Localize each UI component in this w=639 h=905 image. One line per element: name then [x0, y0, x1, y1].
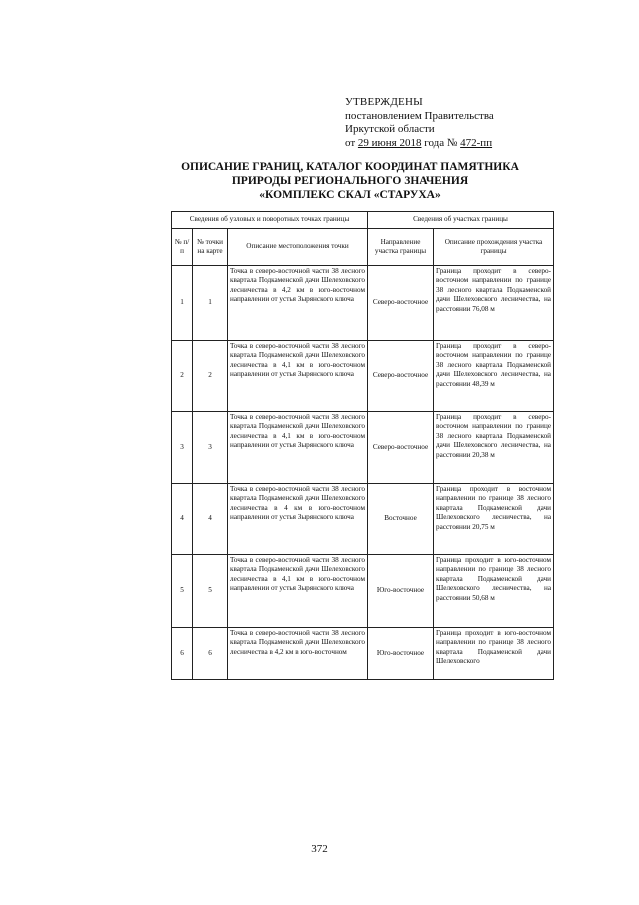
row-number: 2 [172, 341, 193, 412]
row-passage: Граница проходит в северо-восточном направлении по границе 38 лесного квартала Подкаменской дачи Шелеховского лесничества, на расстоянии 20,38 м [434, 412, 554, 484]
approval-number: 472-пп [460, 136, 493, 149]
column-header-number: № п/п [172, 229, 193, 266]
row-point: 6 [193, 628, 228, 680]
table-row [172, 266, 554, 341]
table-group-header-row [172, 212, 554, 229]
approval-line-decree: постановлением Правительства [345, 109, 494, 122]
heading-line-3: «КОМПЛЕКС СКАЛ «СТАРУХА» [259, 189, 441, 201]
row-point: 4 [193, 484, 228, 555]
row-number: 6 [172, 628, 193, 680]
row-description: Точка в северо-восточной части 38 лесного квартала Подкаменской дачи Шелеховского лесничества в 4 км в юго-восточном направлении от устья Зырянского ключа [228, 484, 368, 555]
row-description: Точка в северо-восточной части 38 лесного квартала Подкаменской дачи Шелеховского лесничества в 4,1 км в юго-восточном направлении от устья Зырянского ключа [228, 412, 368, 484]
row-passage: Граница проходит в юго-восточном направлении по границе 38 лесного квартала Подкаменской дачи Шелеховского [434, 628, 554, 680]
row-number: 5 [172, 555, 193, 628]
row-direction: Северо-восточное [368, 341, 434, 412]
row-passage: Граница проходит в северо-восточном направлении по границе 38 лесного квартала Подкаменской дачи Шелеховского лесничества, на расстоянии 76,08 м [434, 266, 554, 341]
row-point: 3 [193, 412, 228, 484]
heading-line-1: ОПИСАНИЕ ГРАНИЦ, КАТАЛОГ КООРДИНАТ ПАМЯТНИКА [181, 161, 519, 173]
approval-block [345, 96, 494, 150]
row-direction: Северо-восточное [368, 266, 434, 341]
row-number: 3 [172, 412, 193, 484]
row-description: Точка в северо-восточной части 38 лесного квартала Подкаменской дачи Шелеховского лесничества в 4,2 км в юго-восточном [228, 628, 368, 680]
column-header-description: Описание местоположения точки [228, 229, 368, 266]
row-direction: Восточное [368, 484, 434, 555]
group-header-sections: Сведения об участках границы [368, 212, 554, 229]
group-header-points: Сведения об узловых и поворотных точках границы [172, 212, 368, 229]
row-number: 1 [172, 266, 193, 341]
row-point: 5 [193, 555, 228, 628]
row-point: 1 [193, 266, 228, 341]
row-passage: Граница проходит в юго-восточном направлении по границе 38 лесного квартала Подкаменской дачи Шелеховского лесничества, на расстоянии 50,68 м [434, 555, 554, 628]
row-passage: Граница проходит в северо-восточном направлении по границе 38 лесного квартала Подкаменской дачи Шелеховского лесничества, на расстоянии 48,39 м [434, 341, 554, 412]
approval-date-prefix: от [345, 136, 358, 149]
table-row [172, 484, 554, 555]
table-column-header-row [172, 229, 554, 266]
row-direction: Юго-восточное [368, 628, 434, 680]
column-header-passage: Описание прохождения участка границы [434, 229, 554, 266]
approval-date: 29 июня 2018 [357, 136, 422, 149]
heading-line-2: ПРИРОДЫ РЕГИОНАЛЬНОГО ЗНАЧЕНИЯ [231, 175, 469, 187]
column-header-direction: Направление участка границы [368, 229, 434, 266]
row-description: Точка в северо-восточной части 38 лесного квартала Подкаменской дачи Шелеховского лесничества в 4,1 км в юго-восточном направлении от устья Зырянского ключа [228, 341, 368, 412]
table-row [172, 628, 554, 680]
row-number: 4 [172, 484, 193, 555]
table-row [172, 555, 554, 628]
page-number: 372 [311, 843, 328, 855]
boundary-catalog-table [171, 211, 554, 680]
column-header-point: № точки на карте [193, 229, 228, 266]
document-heading [160, 160, 540, 202]
approval-line-date [345, 137, 494, 151]
row-direction: Северо-восточное [368, 412, 434, 484]
approval-date-mid: года № [421, 136, 461, 149]
row-passage: Граница проходит в восточном направлении по границе 38 лесного квартала Подкаменской дачи Шелеховского лесничества, на расстоянии 20,75 м [434, 484, 554, 555]
row-direction: Юго-восточное [368, 555, 434, 628]
approval-title: УТВЕРЖДЕНЫ [345, 96, 423, 108]
row-description: Точка в северо-восточной части 38 лесного квартала Подкаменской дачи Шелеховского лесничества в 4,2 км в юго-восточном направлении от устья Зырянского ключа [228, 266, 368, 341]
table-row [172, 341, 554, 412]
row-point: 2 [193, 341, 228, 412]
row-description: Точка в северо-восточной части 38 лесного квартала Подкаменской дачи Шелеховского лесничества в 4,1 км в юго-восточном направлении от устья Зырянского ключа [228, 555, 368, 628]
approval-line-region: Иркутской области [345, 123, 435, 135]
table-row [172, 412, 554, 484]
